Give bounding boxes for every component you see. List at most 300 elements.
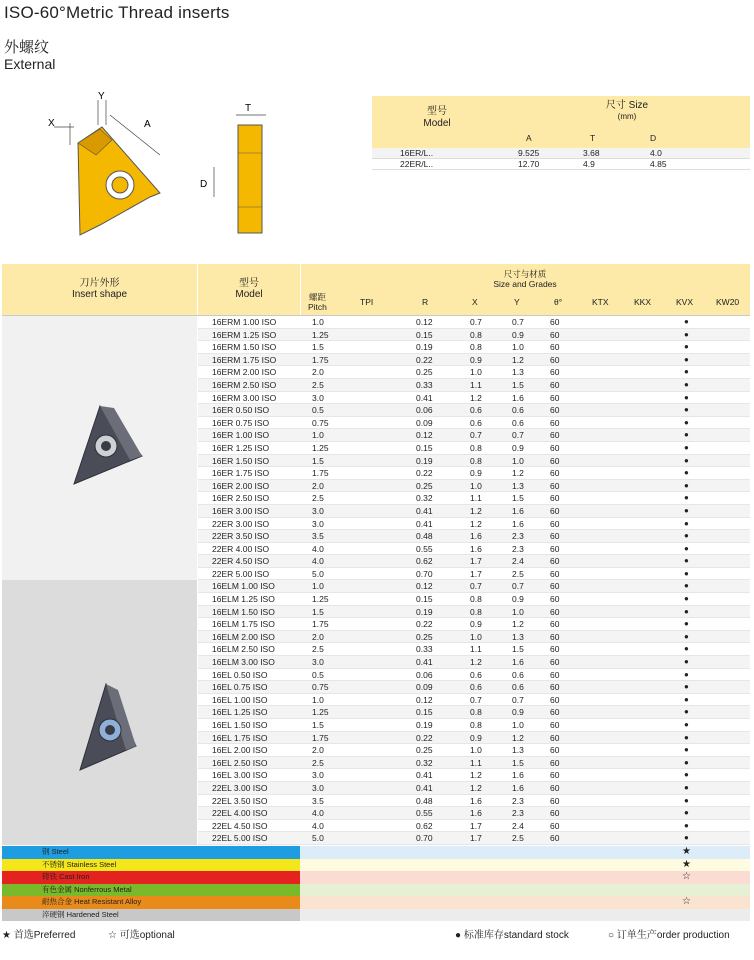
table-row — [198, 455, 750, 468]
cell-model: 16EL 1.75 ISO — [212, 732, 268, 743]
cell-y: 1.6 — [512, 657, 524, 668]
cell-y: 2.3 — [512, 531, 524, 542]
cell-kvx-stock-mark: ● — [684, 594, 689, 604]
cell-x: 1.2 — [470, 518, 482, 529]
cell-model: 22ER 3.00 ISO — [212, 518, 270, 529]
cell-y: 2.4 — [512, 820, 524, 831]
table-row — [198, 832, 750, 845]
cell-pitch: 3.0 — [312, 657, 324, 668]
table-row — [198, 530, 750, 543]
cell-model: 16ER 2.50 ISO — [212, 493, 270, 504]
cell-x: 1.2 — [470, 657, 482, 668]
cell-pitch: 1.75 — [312, 732, 329, 743]
size-table-header — [372, 96, 750, 148]
cell-y: 2.3 — [512, 543, 524, 554]
table-row — [198, 820, 750, 833]
cell-kvx-stock-mark: ● — [684, 745, 689, 755]
cell-kvx-stock-mark: ● — [684, 468, 689, 478]
cell-theta: 60 — [550, 329, 560, 340]
cell-y: 0.6 — [512, 405, 524, 416]
cell-theta: 60 — [550, 631, 560, 642]
cell-model: 16EL 1.00 ISO — [212, 694, 268, 705]
cell-theta: 60 — [550, 493, 560, 504]
cell-x: 1.2 — [470, 392, 482, 403]
cell-x: 1.2 — [470, 505, 482, 516]
cell-pitch: 1.75 — [312, 468, 329, 479]
insert-grades-table — [2, 264, 750, 844]
legend-stock: ● 标准库存standard stock — [455, 930, 569, 941]
cell-pitch: 3.0 — [312, 770, 324, 781]
material-label: 有色金属 Nonferrous Metal — [2, 884, 300, 897]
cell-r: 0.15 — [416, 442, 433, 453]
cell-theta: 60 — [550, 367, 560, 378]
insert-er-image — [2, 316, 197, 580]
size-model-header — [372, 106, 502, 130]
cell-r: 0.62 — [416, 556, 433, 567]
cell-r: 0.41 — [416, 770, 433, 781]
cell-kvx-stock-mark: ● — [684, 732, 689, 742]
table-row — [198, 681, 750, 694]
material-label: 不锈钢 Stainless Steel — [2, 859, 300, 872]
cell-model: 16ER 1.75 ISO — [212, 468, 270, 479]
table-row — [198, 366, 750, 379]
size-size-header — [572, 100, 682, 122]
cell-r: 0.25 — [416, 745, 433, 756]
table-row — [198, 732, 750, 745]
material-kvx-mark: ★ — [682, 846, 691, 857]
cell-y: 0.7 — [512, 430, 524, 441]
cell-theta: 60 — [550, 480, 560, 491]
cell-theta: 60 — [550, 757, 560, 768]
pitch-header — [308, 292, 327, 312]
cell-x: 0.6 — [470, 682, 482, 693]
cell-pitch: 2.5 — [312, 493, 324, 504]
shape-header-cn: 刀片外形 — [79, 278, 120, 289]
cell-y: 1.6 — [512, 505, 524, 516]
cell-theta: 60 — [550, 682, 560, 693]
cell-pitch: 4.0 — [312, 808, 324, 819]
cell-r: 0.25 — [416, 480, 433, 491]
cell-y: 1.3 — [512, 367, 524, 378]
cell-model: 22EL 3.00 ISO — [212, 782, 268, 793]
cell-theta: 60 — [550, 543, 560, 554]
cell-theta: 60 — [550, 707, 560, 718]
cell-x: 1.1 — [470, 644, 482, 655]
col-theta: θ° — [554, 297, 563, 307]
size-row-t: 3.68 — [583, 148, 600, 158]
cell-r: 0.19 — [416, 455, 433, 466]
cell-x: 1.0 — [470, 745, 482, 756]
cell-r: 0.32 — [416, 757, 433, 768]
cell-r: 0.19 — [416, 342, 433, 353]
cell-theta: 60 — [550, 468, 560, 479]
col-x: X — [472, 297, 478, 307]
cell-y: 1.6 — [512, 518, 524, 529]
cell-x: 0.8 — [470, 342, 482, 353]
table-row — [198, 643, 750, 656]
cell-kvx-stock-mark: ● — [684, 392, 689, 402]
col-y: Y — [514, 297, 520, 307]
cell-model: 16ELM 1.75 ISO — [212, 619, 275, 630]
cell-model: 16ERM 1.25 ISO — [212, 329, 277, 340]
cell-r: 0.22 — [416, 619, 433, 630]
cell-kvx-stock-mark: ● — [684, 329, 689, 339]
cell-pitch: 3.5 — [312, 531, 324, 542]
cell-theta: 60 — [550, 392, 560, 403]
table-row — [198, 379, 750, 392]
cell-pitch: 0.75 — [312, 682, 329, 693]
size-size-cn: 尺寸 Size — [605, 100, 649, 111]
table-row — [198, 568, 750, 581]
cell-kvx-stock-mark: ● — [684, 430, 689, 440]
cell-r: 0.32 — [416, 493, 433, 504]
cell-x: 1.0 — [470, 480, 482, 491]
table-row — [198, 706, 750, 719]
cell-y: 0.6 — [512, 682, 524, 693]
cell-model: 16ER 1.00 ISO — [212, 430, 270, 441]
cell-x: 0.8 — [470, 594, 482, 605]
cell-y: 1.6 — [512, 392, 524, 403]
size-model-en: Model — [423, 118, 451, 129]
cell-r: 0.22 — [416, 354, 433, 365]
cell-pitch: 2.0 — [312, 745, 324, 756]
cell-r: 0.70 — [416, 568, 433, 579]
table-row — [198, 341, 750, 354]
cell-r: 0.55 — [416, 543, 433, 554]
cell-y: 0.7 — [512, 694, 524, 705]
table-row — [198, 807, 750, 820]
size-row-model: 16ER/L.. — [400, 148, 434, 158]
cell-kvx-stock-mark: ● — [684, 694, 689, 704]
cell-kvx-stock-mark: ● — [684, 682, 689, 692]
cell-model: 16ELM 1.25 ISO — [212, 594, 275, 605]
cell-y: 1.0 — [512, 342, 524, 353]
cell-x: 1.2 — [470, 770, 482, 781]
cell-kvx-stock-mark: ● — [684, 606, 689, 616]
table-row — [198, 782, 750, 795]
pitch-header-en: Pitch — [308, 302, 327, 312]
cell-x: 0.6 — [470, 669, 482, 680]
cell-model: 16EL 1.50 ISO — [212, 720, 268, 730]
cell-kvx-stock-mark: ● — [684, 543, 689, 553]
table-row — [198, 606, 750, 619]
cell-pitch: 3.5 — [312, 795, 324, 806]
cell-theta: 60 — [550, 669, 560, 680]
table-row — [198, 795, 750, 808]
col-kvx: KVX — [676, 297, 694, 307]
cell-y: 1.6 — [512, 770, 524, 781]
cell-model: 16EL 3.00 ISO — [212, 770, 268, 781]
cell-x: 0.8 — [470, 329, 482, 340]
cell-x: 0.7 — [470, 317, 482, 327]
cell-r: 0.12 — [416, 694, 433, 705]
cell-r: 0.06 — [416, 669, 433, 680]
dim-a-label: A — [144, 119, 151, 130]
cell-y: 2.5 — [512, 568, 524, 579]
cell-x: 1.6 — [470, 808, 482, 819]
cell-theta: 60 — [550, 745, 560, 756]
table-row — [198, 316, 750, 329]
size-grades-header — [300, 269, 750, 289]
cell-kvx-stock-mark: ● — [684, 518, 689, 528]
cell-pitch: 1.5 — [312, 606, 324, 617]
cell-model: 16ELM 1.00 ISO — [212, 581, 275, 592]
cell-theta: 60 — [550, 556, 560, 567]
cell-r: 0.15 — [416, 707, 433, 718]
cell-kvx-stock-mark: ● — [684, 808, 689, 818]
size-row-a: 9.525 — [518, 148, 540, 158]
material-band — [2, 871, 750, 884]
material-band — [2, 846, 750, 859]
cell-x: 0.9 — [470, 619, 482, 630]
cell-x: 0.6 — [470, 417, 482, 428]
table-row — [198, 467, 750, 480]
cell-model: 16ER 0.75 ISO — [212, 417, 270, 428]
col-tpi: TPI — [360, 297, 374, 307]
cell-kvx-stock-mark: ● — [684, 795, 689, 805]
cell-theta: 60 — [550, 782, 560, 793]
cell-x: 0.9 — [470, 732, 482, 743]
cell-theta: 60 — [550, 657, 560, 668]
cell-y: 0.7 — [512, 317, 524, 327]
cell-theta: 60 — [550, 430, 560, 441]
cell-y: 1.5 — [512, 644, 524, 655]
cell-pitch: 1.25 — [312, 707, 329, 718]
legend-optional: ☆ 可选optional — [108, 930, 175, 941]
cell-y: 1.0 — [512, 720, 524, 730]
dim-d-label: D — [200, 179, 208, 190]
size-grades-cn: 尺寸与材质 — [503, 269, 547, 279]
cell-theta: 60 — [550, 795, 560, 806]
model-header-cn: 型号 — [239, 278, 259, 289]
table-row — [198, 656, 750, 669]
table-row — [198, 543, 750, 556]
cell-y: 2.3 — [512, 795, 524, 806]
cell-r: 0.62 — [416, 820, 433, 831]
table-row — [198, 417, 750, 430]
cell-model: 16ELM 2.00 ISO — [212, 631, 275, 642]
cell-theta: 60 — [550, 808, 560, 819]
cell-model: 16ER 0.50 ISO — [212, 405, 270, 416]
cell-kvx-stock-mark: ● — [684, 644, 689, 654]
cell-model: 16ER 2.00 ISO — [212, 480, 270, 491]
cell-theta: 60 — [550, 732, 560, 743]
shape-panel-left — [2, 580, 197, 845]
cell-pitch: 2.5 — [312, 757, 324, 768]
cell-pitch: 1.75 — [312, 354, 329, 365]
shape-header — [2, 278, 197, 300]
cell-y: 1.5 — [512, 757, 524, 768]
cell-kvx-stock-mark: ● — [684, 707, 689, 717]
cell-pitch: 1.5 — [312, 455, 324, 466]
cell-y: 1.2 — [512, 468, 524, 479]
main-table-body — [198, 316, 750, 845]
cell-pitch: 1.25 — [312, 594, 329, 605]
table-row — [198, 757, 750, 770]
cell-x: 1.6 — [470, 795, 482, 806]
cell-kvx-stock-mark: ● — [684, 770, 689, 780]
cell-r: 0.41 — [416, 518, 433, 529]
cell-x: 1.7 — [470, 820, 482, 831]
cell-kvx-stock-mark: ● — [684, 480, 689, 490]
size-row-model: 22ER/L.. — [400, 159, 434, 169]
cell-kvx-stock-mark: ● — [684, 757, 689, 767]
cell-y: 1.5 — [512, 379, 524, 390]
cell-kvx-stock-mark: ● — [684, 354, 689, 364]
material-label: 淬硬钢 Hardened Steel — [2, 909, 300, 922]
cell-r: 0.22 — [416, 732, 433, 743]
table-row — [198, 769, 750, 782]
table-row — [198, 744, 750, 757]
material-band — [2, 859, 750, 872]
cell-r: 0.19 — [416, 606, 433, 617]
cell-kvx-stock-mark: ● — [684, 631, 689, 641]
section-title-cn: 外螺纹 — [4, 39, 50, 56]
cell-y: 0.6 — [512, 417, 524, 428]
cell-y: 0.9 — [512, 442, 524, 453]
cell-theta: 60 — [550, 581, 560, 592]
cell-x: 1.0 — [470, 631, 482, 642]
cell-x: 1.1 — [470, 379, 482, 390]
insert-technical-drawing — [40, 85, 280, 250]
cell-x: 0.7 — [470, 581, 482, 592]
cell-pitch: 5.0 — [312, 568, 324, 579]
cell-theta: 60 — [550, 770, 560, 781]
cell-model: 16EL 2.50 ISO — [212, 757, 268, 768]
page-title: ISO-60°Metric Thread inserts — [4, 3, 230, 22]
cell-x: 1.0 — [470, 367, 482, 378]
cell-theta: 60 — [550, 531, 560, 542]
cell-theta: 60 — [550, 518, 560, 529]
cell-model: 22EL 5.00 ISO — [212, 833, 268, 844]
cell-y: 0.7 — [512, 581, 524, 592]
cell-r: 0.19 — [416, 720, 433, 730]
cell-model: 16ERM 3.00 ISO — [212, 392, 277, 403]
cell-y: 1.0 — [512, 455, 524, 466]
cell-theta: 60 — [550, 505, 560, 516]
cell-model: 22ER 4.50 ISO — [212, 556, 270, 567]
cell-model: 22ER 4.00 ISO — [212, 543, 270, 554]
cell-r: 0.48 — [416, 795, 433, 806]
shape-panel-right — [2, 316, 197, 580]
cell-x: 1.7 — [470, 568, 482, 579]
cell-x: 1.7 — [470, 833, 482, 844]
cell-x: 0.8 — [470, 455, 482, 466]
cell-pitch: 1.0 — [312, 694, 324, 705]
cell-x: 0.8 — [470, 707, 482, 718]
cell-pitch: 0.5 — [312, 669, 324, 680]
material-band — [2, 896, 750, 909]
cell-theta: 60 — [550, 455, 560, 466]
col-kw20: KW20 — [716, 297, 740, 307]
cell-r: 0.12 — [416, 430, 433, 441]
cell-theta: 60 — [550, 833, 560, 844]
cell-kvx-stock-mark: ● — [684, 367, 689, 377]
cell-r: 0.22 — [416, 468, 433, 479]
cell-y: 1.2 — [512, 619, 524, 630]
cell-theta: 60 — [550, 442, 560, 453]
cell-theta: 60 — [550, 606, 560, 617]
cell-x: 0.8 — [470, 720, 482, 730]
material-kvx-mark: ★ — [682, 858, 691, 870]
material-band — [2, 909, 750, 922]
cell-model: 16ELM 1.50 ISO — [212, 606, 275, 617]
model-header — [198, 278, 300, 300]
table-row — [198, 480, 750, 493]
cell-model: 22ER 5.00 ISO — [212, 568, 270, 579]
cell-y: 0.9 — [512, 707, 524, 718]
cell-r: 0.15 — [416, 329, 433, 340]
cell-theta: 60 — [550, 417, 560, 428]
size-table — [372, 96, 750, 170]
size-row-a: 12.70 — [518, 159, 540, 169]
cell-model: 16EL 0.75 ISO — [212, 682, 268, 693]
cell-x: 0.7 — [470, 430, 482, 441]
table-row — [198, 404, 750, 417]
cell-model: 16ELM 3.00 ISO — [212, 657, 275, 668]
size-col-t: T — [590, 133, 596, 143]
cell-r: 0.09 — [416, 682, 433, 693]
cell-kvx-stock-mark: ● — [684, 782, 689, 792]
cell-pitch: 1.75 — [312, 619, 329, 630]
cell-model: 16ERM 1.50 ISO — [212, 342, 277, 353]
material-kvx-mark: ☆ — [682, 871, 691, 882]
cell-y: 1.6 — [512, 782, 524, 793]
section-title-en: External — [4, 56, 56, 72]
cell-x: 1.2 — [470, 782, 482, 793]
cell-kvx-stock-mark: ● — [684, 317, 689, 326]
cell-kvx-stock-mark: ● — [684, 531, 689, 541]
size-row-t: 4.9 — [583, 159, 595, 169]
cell-theta: 60 — [550, 342, 560, 353]
size-grades-en: Size and Grades — [493, 279, 557, 289]
cell-model: 16ERM 2.00 ISO — [212, 367, 277, 378]
col-r: R — [422, 297, 429, 307]
cell-kvx-stock-mark: ● — [684, 568, 689, 578]
cell-x: 0.8 — [470, 606, 482, 617]
cell-r: 0.41 — [416, 657, 433, 668]
cell-r: 0.70 — [416, 833, 433, 844]
table-row — [198, 593, 750, 606]
cell-model: 16ERM 1.00 ISO — [212, 317, 277, 327]
cell-r: 0.25 — [416, 367, 433, 378]
cell-y: 2.3 — [512, 808, 524, 819]
cell-kvx-stock-mark: ● — [684, 417, 689, 427]
size-col-a: A — [526, 133, 532, 143]
cell-model: 22EL 4.50 ISO — [212, 820, 268, 831]
cell-pitch: 4.0 — [312, 556, 324, 567]
cell-kvx-stock-mark: ● — [684, 556, 689, 566]
table-row — [198, 442, 750, 455]
cell-pitch: 3.0 — [312, 782, 324, 793]
material-kvx-mark: ☆ — [682, 896, 691, 907]
cell-r: 0.55 — [416, 808, 433, 819]
cell-y: 2.5 — [512, 833, 524, 844]
cell-theta: 60 — [550, 379, 560, 390]
material-label: 钢 Steel — [2, 846, 300, 859]
cell-kvx-stock-mark: ● — [684, 493, 689, 503]
size-row — [372, 159, 750, 170]
table-row — [198, 429, 750, 442]
cell-kvx-stock-mark: ● — [684, 833, 689, 843]
cell-x: 0.6 — [470, 405, 482, 416]
cell-pitch: 4.0 — [312, 820, 324, 831]
cell-model: 16ER 3.00 ISO — [212, 505, 270, 516]
cell-r: 0.09 — [416, 417, 433, 428]
cell-kvx-stock-mark: ● — [684, 505, 689, 515]
cell-y: 1.3 — [512, 480, 524, 491]
material-band — [2, 884, 750, 897]
